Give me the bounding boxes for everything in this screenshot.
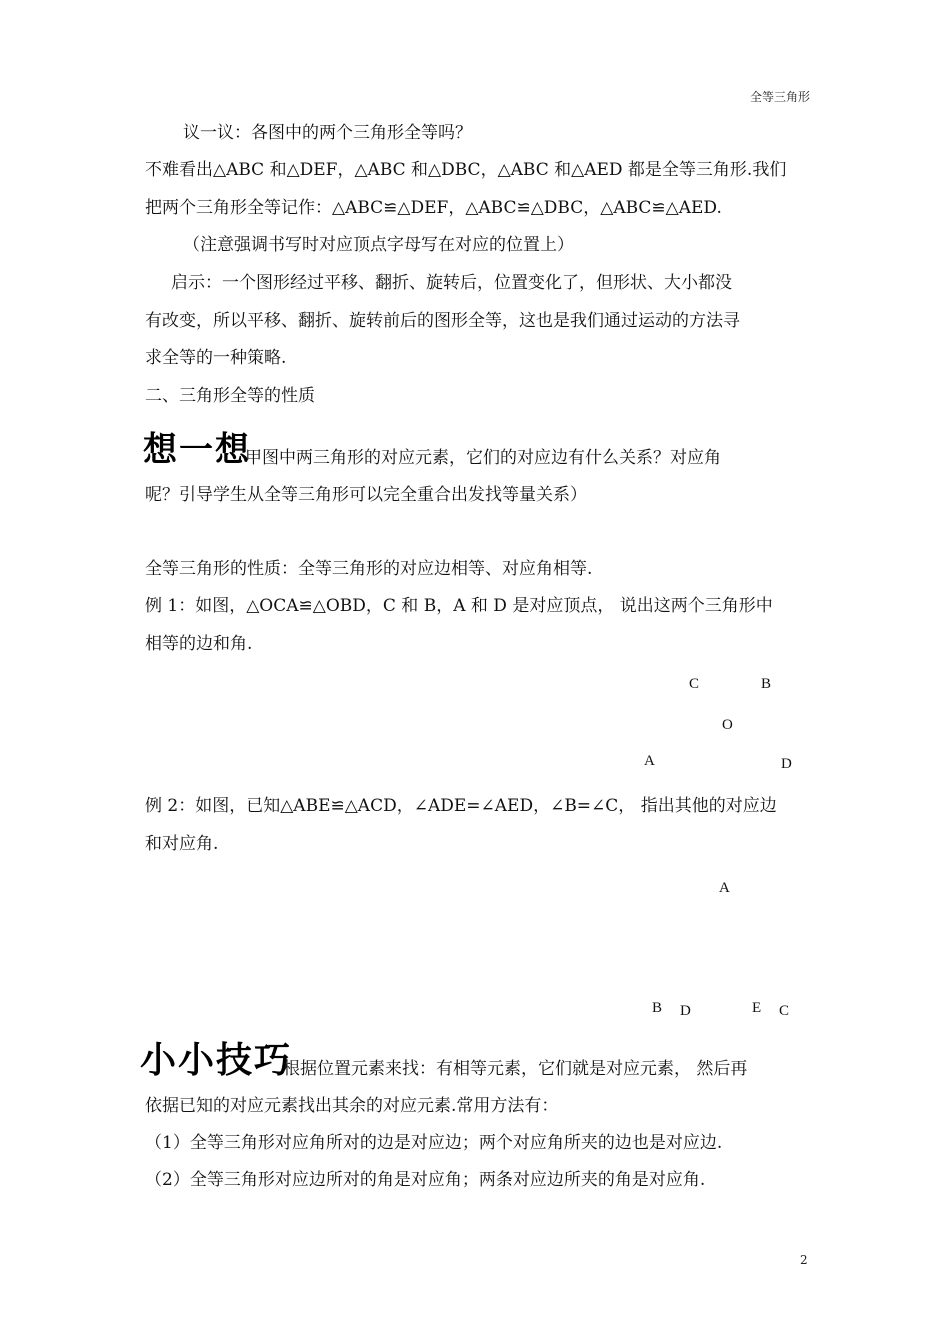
fig2-label-c: C — [779, 1003, 790, 1019]
fig2-label-a: A — [719, 880, 730, 896]
hint-line: 有改变，所以平移、翻折、旋转前后的图形全等，这也是我们通过运动的方法寻 — [145, 311, 740, 331]
section-heading: 二、三角形全等的性质 — [145, 386, 315, 406]
discuss-line: 议一议：各图中的两个三角形全等吗？ — [183, 123, 472, 143]
page-number: 2 — [800, 1253, 808, 1267]
property-line: 全等三角形的性质：全等三角形的对应边相等、对应角相等. — [145, 559, 593, 579]
tips-banner: 小小技巧 — [140, 1040, 293, 1081]
example1-line: 例 1：如图，△OCA≌△OBD，C 和 B，A 和 D 是对应顶点， 说出这两个三角形中 — [145, 596, 773, 616]
think-line: 甲图中两三角形的对应元素，它们的对应边有什么关系？对应角 — [245, 448, 721, 468]
note-line: （注意强调书写时对应顶点字母写在对应的位置上） — [183, 235, 574, 255]
think-banner: 想一想 — [143, 430, 251, 470]
fig2-label-e: E — [752, 1000, 762, 1016]
rule-line: （2）全等三角形对应边所对的角是对应角；两条对应边所夹的角是对应角. — [145, 1170, 706, 1190]
fig2-label-b: B — [652, 1000, 663, 1016]
tips-line: 依据已知的对应元素找出其余的对应元素.常用方法有： — [145, 1096, 559, 1116]
fig1-label-b: B — [761, 676, 772, 692]
fig1-label-c: C — [689, 676, 700, 692]
fig2-label-d: D — [680, 1003, 691, 1019]
fig1-label-o: O — [722, 717, 733, 733]
think-line: 呢？引导学生从全等三角形可以完全重合出发找等量关系） — [145, 485, 587, 505]
example1-line: 相等的边和角. — [145, 634, 253, 654]
paragraph-line: 不难看出△ABC 和△DEF，△ABC 和△DBC，△ABC 和△AED 都是全等三角形.我们 — [145, 160, 787, 180]
rule-line: （1）全等三角形对应角所对的边是对应边；两个对应角所夹的边也是对应边. — [145, 1133, 723, 1153]
example2-line: 和对应角. — [145, 834, 219, 854]
page-header: 全等三角形 — [749, 90, 810, 104]
tips-line: 根据位置元素来找：有相等元素，它们就是对应元素， 然后再 — [283, 1059, 748, 1079]
fig1-label-a: A — [644, 753, 655, 769]
paragraph-line: 把两个三角形全等记作：△ABC≌△DEF，△ABC≌△DBC，△ABC≌△AED. — [145, 198, 722, 218]
hint-line: 求全等的一种策略. — [145, 348, 287, 368]
hint-line: 启示：一个图形经过平移、翻折、旋转后，位置变化了，但形状、大小都没 — [171, 273, 732, 293]
fig1-label-d: D — [781, 756, 792, 772]
example2-line: 例 2：如图，已知△ABE≌△ACD，∠ADE=∠AED，∠B=∠C， 指出其他的对应边 — [145, 796, 777, 816]
